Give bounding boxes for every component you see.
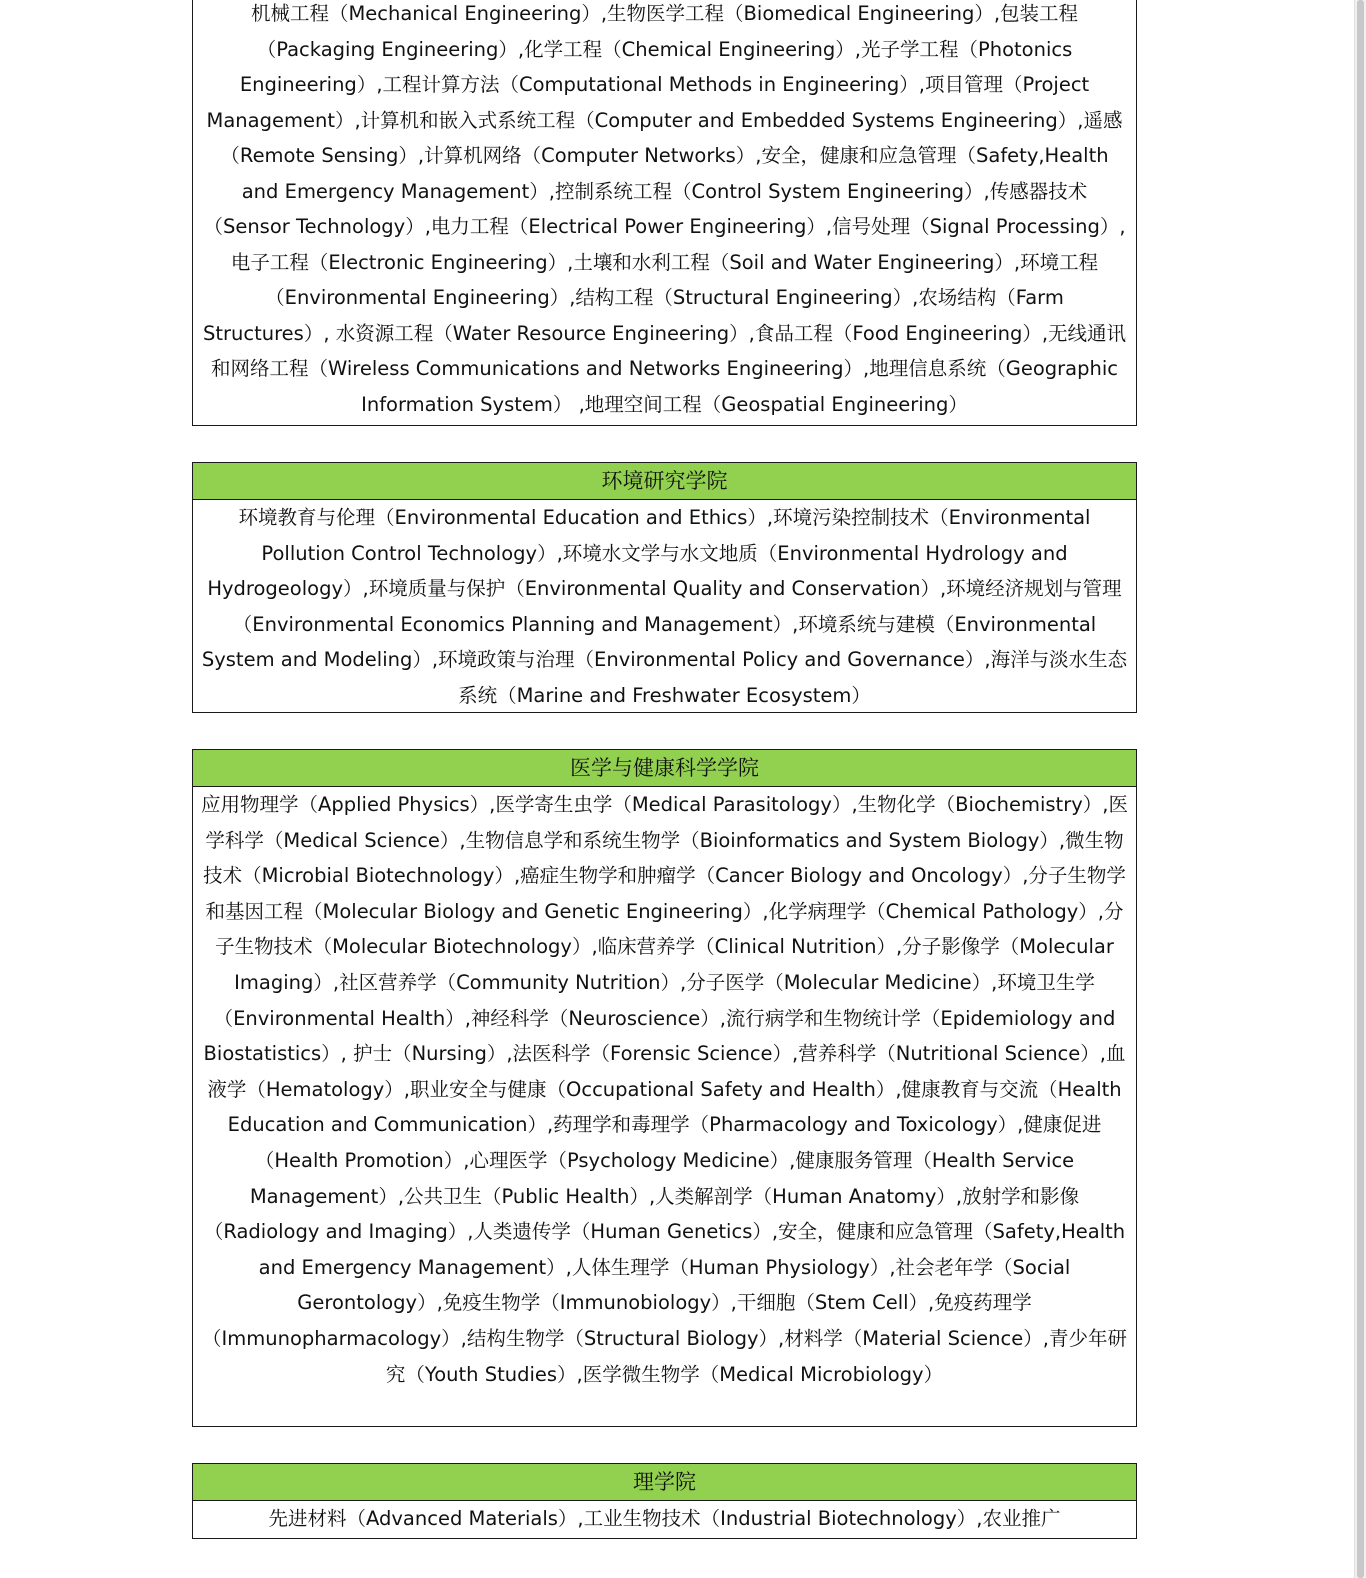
vertical-scrollbar[interactable] [1354, 0, 1366, 1578]
science-school-title: 理学院 [193, 1464, 1136, 1501]
environment-programs-list: 环境教育与伦理（Environmental Education and Ethics）,环境污染控制技术（Environmental Pollution Control Technology）,环境水文学与水文地质（Environmental Hydrology and Hydrogeology）,环境质量与保护（Environmental Quality and Conservation）,环境经济规划与管理（Environmental Economics Planning and Management）,环境系统与建模（Environmental System and Modeling）,环境政策与治理（Environmental Policy and Governance）,海洋与淡水生态系统（Marine and Freshwater Ecosystem） [201, 506, 1128, 707]
medicine-school-title: 医学与健康科学学院 [193, 750, 1136, 787]
environment-school-title: 环境研究学院 [193, 463, 1136, 500]
medicine-programs-list: 应用物理学（Applied Physics）,医学寄生虫学（Medical Parasitology）,生物化学（Biochemistry）,医学科学（Medical Science）,生物信息学和系统生物学（Bioinformatics and System Biology）,微生物技术（Microbial Biotechnology）,癌症生物学和肿瘤学（Cancer Biology and Oncology）,分子生物学和基因工程（Molecular Biology and Genetic Engineering）,化学病理学（Chemical Pathology）,分子生物技术（Molecular Biotechnology）,临床营养学（Clinical Nutrition）,分子影像学（Molecular Imaging）,社区营养学（Community Nutrition）,分子医学（Molecular Medicine）,环境卫生学（Environmental Health）,神经科学（Neuroscience）,流行病学和生物统计学（Epidemiology and Biostatistics）, 护士（Nursing）,法医科学（Forensic Science）,营养科学（Nutritional Science）,血液学（Hematology）,职业安全与健康（Occupational Safety and Health）,健康教育与交流（Health Education and Communication）,药理学和毒理学（Pharmacology and Toxicology）,健康促进（Health Promotion）,心理医学（Psychology Medicine）,健康服务管理（Health Service Management）,公共卫生（Public Health）,人类解剖学（Human Anatomy）,放射学和影像（Radiology and Imaging）,人类遗传学（Human Genetics）,安全，健康和应急管理（Safety,Health and Emergency Management）,人体生理学（Human Physiology）,社会老年学（Social Gerontology）,免疫生物学（Immunobiology）,干细胞（Stem Cell）,免疫药理学（Immunopharmacology）,结构生物学（Structural Biology）,材料学（Material Science）,青少年研究（Youth Studies）,医学微生物学（Medical Microbiology） [201, 793, 1128, 1386]
science-programs-list: 先进材料（Advanced Materials）,工业生物技术（Industrial Biotechnology）,农业推广 [268, 1507, 1061, 1530]
environment-school-table [192, 462, 1137, 713]
engineering-programs-table [192, 0, 1137, 426]
engineering-programs-list: 机械工程（Mechanical Engineering）,生物医学工程（Biomedical Engineering）,包装工程（Packaging Engineering）,化学工程（Chemical Engineering）,光子学工程（Photonics Engineering）,工程计算方法（Computational Methods in Engineering）,项目管理（Project Management）,计算机和嵌入式系统工程（Computer and Embedded Systems Engineering）,遥感（Remote Sensing）,计算机网络（Computer Networks）,安全，健康和应急管理（Safety,Health and Emergency Management）,控制系统工程（Control System Engineering）,传感器技术（Sensor Technology）,电力工程（Electrical Power Engineering）,信号处理（Signal Processing）,电子工程（Electronic Engineering）,土壤和水利工程（Soil and Water Engineering）,环境工程（Environmental Engineering）,结构工程（Structural Engineering）,农场结构（Farm Structures）, 水资源工程（Water Resource Engineering）,食品工程（Food Engineering）,无线通讯和网络工程（Wireless Communications and Networks Engineering）,地理信息系统（Geographic Information System） ,地理空间工程（Geospatial Engineering） [202, 2, 1127, 416]
science-school-table [192, 1463, 1137, 1539]
scrollbar-thumb[interactable] [1357, 0, 1364, 1578]
medicine-school-table [192, 749, 1137, 1427]
